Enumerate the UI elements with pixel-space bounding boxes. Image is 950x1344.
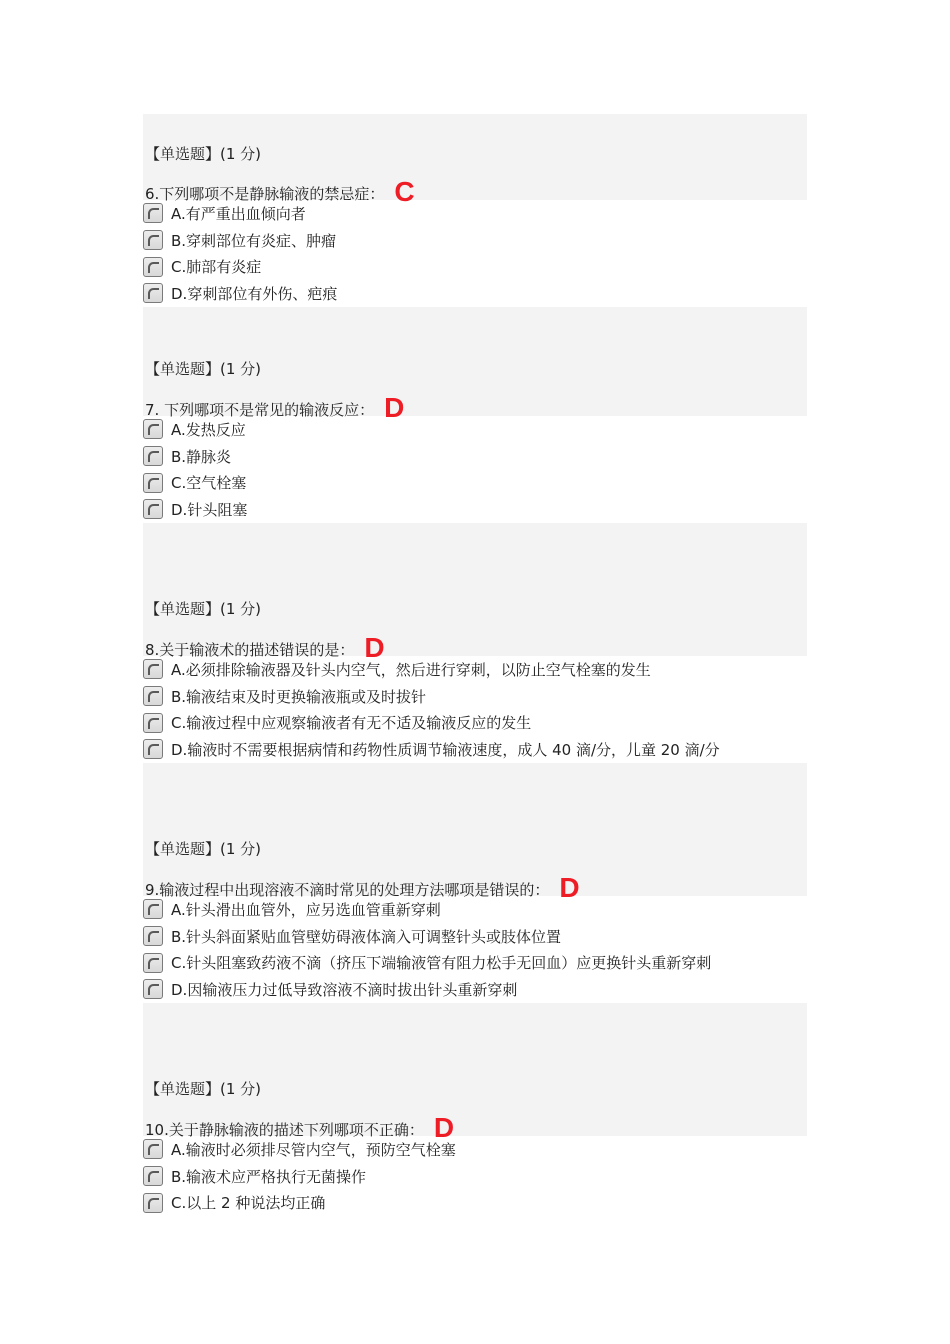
radio-button[interactable] [143,979,163,999]
radio-button[interactable] [143,499,163,519]
option-c[interactable] [143,253,807,280]
radio-button[interactable] [143,230,163,250]
option-b[interactable] [143,923,807,950]
option-d[interactable] [143,496,807,523]
radio-button[interactable] [143,739,163,759]
option-label: D.输液时不需要根据病情和药物性质调节输液速度，成人 40 滴/分，儿童 20 滴/分 [171,740,720,759]
question-header [143,114,807,207]
option-label: C.以上 2 种说法均正确 [171,1194,326,1213]
radio-button[interactable] [143,1193,163,1213]
question-type-label: 【单选题】(1 分) [145,360,262,378]
option-b[interactable] [143,227,807,254]
radio-button[interactable] [143,899,163,919]
answer-mark: D [559,872,580,903]
radio-button[interactable] [143,203,163,223]
option-label: C.空气栓塞 [171,474,247,493]
question-type-label: 【单选题】(1 分) [145,1080,262,1098]
option-label: D.因输液压力过低导致溶液不滴时拔出针头重新穿刺 [171,980,518,999]
question-stem-text: 8.关于输液术的描述错误的是： [145,641,355,659]
radio-button[interactable] [143,926,163,946]
option-d[interactable] [143,736,807,763]
radio-button[interactable] [143,1139,163,1159]
option-list [143,200,807,307]
radio-button[interactable] [143,283,163,303]
option-list [143,896,807,1003]
option-label: D.针头阻塞 [171,500,248,519]
radio-button[interactable] [143,473,163,493]
option-a[interactable] [143,896,807,923]
option-list [143,1136,807,1216]
option-a[interactable] [143,200,807,227]
option-a[interactable] [143,416,807,443]
option-c[interactable] [143,1189,807,1216]
option-label: B.针头斜面紧贴血管壁妨碍液体滴入可调整针头或肢体位置 [171,927,562,946]
radio-button[interactable] [143,257,163,277]
option-c[interactable] [143,469,807,496]
option-c[interactable] [143,949,807,976]
question-stem-text: 10.关于静脉输液的描述下列哪项不正确： [145,1121,424,1139]
option-label: B.静脉炎 [171,447,232,466]
question-type-label: 【单选题】(1 分) [145,145,262,163]
option-label: B.输液术应严格执行无菌操作 [171,1167,367,1186]
question-header [143,307,807,423]
question-9 [143,763,807,1003]
option-d[interactable] [143,976,807,1003]
question-stem-text: 6.下列哪项不是静脉输液的禁忌症： [145,185,385,203]
answer-mark: D [364,632,385,663]
question-6 [143,114,807,307]
question-header [143,523,807,663]
option-label: C.肺部有炎症 [171,258,262,277]
question-stem-text: 7. 下列哪项不是常见的输液反应： [145,401,375,419]
option-a[interactable] [143,1136,807,1163]
option-label: A.必须排除输液器及针头内空气，然后进行穿刺，以防止空气栓塞的发生 [171,660,651,679]
question-header [143,763,807,903]
question-type-label: 【单选题】(1 分) [145,840,262,858]
question-stem-text: 9.输液过程中出现溶液不滴时常见的处理方法哪项是错误的： [145,881,550,899]
option-b[interactable] [143,683,807,710]
option-list [143,416,807,523]
option-d[interactable] [143,280,807,307]
question-7 [143,307,807,523]
option-label: B.输液结束及时更换输液瓶或及时拔针 [171,687,427,706]
radio-button[interactable] [143,713,163,733]
option-label: D.穿刺部位有外伤、疤痕 [171,284,338,303]
question-type-label: 【单选题】(1 分) [145,600,262,618]
option-label: B.穿刺部位有炎症、肿瘤 [171,231,337,250]
radio-button[interactable] [143,686,163,706]
option-label: C.针头阻塞致药液不滴（挤压下端输液管有阻力松手无回血）应更换针头重新穿刺 [171,954,712,973]
option-label: A.针头滑出血管外，应另选血管重新穿刺 [171,900,441,919]
answer-mark: D [384,392,405,423]
option-label: C.输液过程中应观察输液者有无不适及输液反应的发生 [171,714,532,733]
radio-button[interactable] [143,419,163,439]
option-b[interactable] [143,1163,807,1190]
option-c[interactable] [143,709,807,736]
question-header [143,1003,807,1143]
option-label: A.输液时必须排尽管内空气，预防空气栓塞 [171,1140,456,1159]
option-label: A.发热反应 [171,420,246,439]
radio-button[interactable] [143,659,163,679]
radio-button[interactable] [143,446,163,466]
question-10 [143,1003,807,1216]
answer-mark: C [394,176,415,207]
radio-button[interactable] [143,1166,163,1186]
option-label: A.有严重出血倾向者 [171,204,306,223]
option-list [143,656,807,763]
question-8 [143,523,807,763]
option-b[interactable] [143,443,807,470]
answer-mark: D [433,1112,455,1143]
option-a[interactable] [143,656,807,683]
radio-button[interactable] [143,953,163,973]
